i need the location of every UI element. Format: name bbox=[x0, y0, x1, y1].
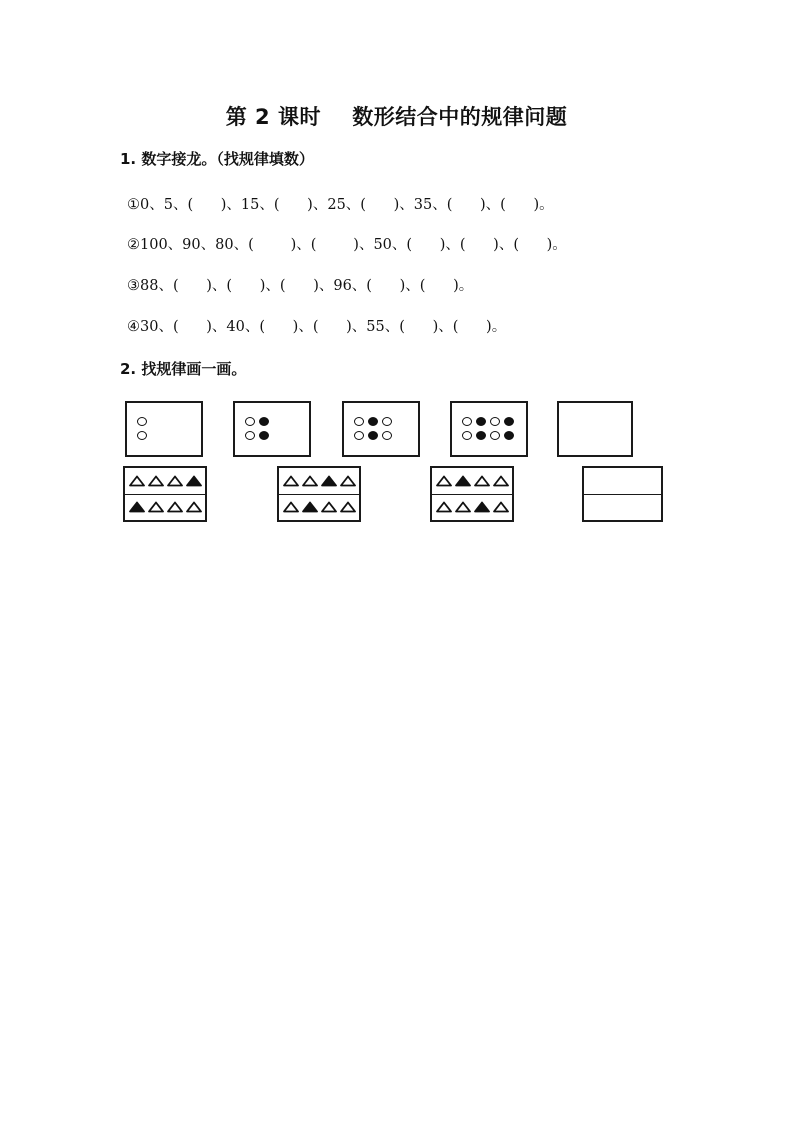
triangle-row-bottom bbox=[584, 494, 661, 520]
hollow-circle-icon bbox=[462, 417, 472, 426]
answer-box-blank[interactable] bbox=[557, 401, 633, 457]
hollow-circle-icon bbox=[382, 431, 392, 440]
hollow-circle-icon bbox=[245, 431, 255, 440]
hollow-circle-icon bbox=[354, 431, 364, 440]
triangle-row-top bbox=[432, 468, 512, 495]
triangle-row-bottom bbox=[432, 494, 512, 520]
triangle-pattern-box bbox=[277, 466, 361, 522]
hollow-triangle-icon bbox=[129, 475, 145, 487]
hollow-circle-icon bbox=[490, 417, 500, 426]
answer-box-blank[interactable] bbox=[582, 466, 663, 522]
hollow-circle-icon bbox=[490, 431, 500, 440]
hollow-triangle-icon bbox=[283, 501, 299, 513]
filled-circle-icon bbox=[476, 431, 486, 440]
filled-circle-icon bbox=[259, 431, 269, 440]
filled-circle-icon bbox=[259, 417, 269, 426]
hollow-circle-icon bbox=[137, 431, 147, 440]
hollow-triangle-icon bbox=[321, 501, 337, 513]
filled-triangle-icon bbox=[321, 475, 337, 487]
hollow-triangle-icon bbox=[455, 501, 471, 513]
filled-triangle-icon bbox=[302, 501, 318, 513]
hollow-triangle-icon bbox=[474, 475, 490, 487]
hollow-triangle-icon bbox=[493, 501, 509, 513]
hollow-triangle-icon bbox=[167, 501, 183, 513]
filled-circle-icon bbox=[476, 417, 486, 426]
filled-triangle-icon bbox=[455, 475, 471, 487]
filled-circle-icon bbox=[504, 431, 514, 440]
hollow-circle-icon bbox=[382, 417, 392, 426]
hollow-triangle-icon bbox=[148, 501, 164, 513]
hollow-triangle-icon bbox=[302, 475, 318, 487]
hollow-triangle-icon bbox=[283, 475, 299, 487]
sequence-item-3: ③88、( )、( )、( )、96、( )、( )。 bbox=[127, 278, 474, 294]
dot-pattern-box bbox=[125, 401, 203, 457]
triangle-row-top bbox=[279, 468, 359, 495]
filled-triangle-icon bbox=[129, 501, 145, 513]
sequence-item-1: ①0、5、( )、15、( )、25、( )、35、( )、( )。 bbox=[127, 197, 554, 213]
filled-circle-icon bbox=[368, 417, 378, 426]
dot-pattern-box bbox=[233, 401, 311, 457]
filled-circle-icon bbox=[368, 431, 378, 440]
hollow-circle-icon bbox=[137, 417, 147, 426]
filled-circle-icon bbox=[504, 417, 514, 426]
filled-triangle-icon bbox=[186, 475, 202, 487]
page-title: 第 2 课时 数形结合中的规律问题 bbox=[225, 105, 568, 129]
hollow-triangle-icon bbox=[436, 501, 452, 513]
triangle-row-top bbox=[125, 468, 205, 495]
sequence-item-4: ④30、( )、40、( )、( )、55、( )、( )。 bbox=[127, 319, 507, 335]
hollow-circle-icon bbox=[462, 431, 472, 440]
triangle-pattern-box bbox=[430, 466, 514, 522]
hollow-triangle-icon bbox=[186, 501, 202, 513]
sequence-item-2: ②100、90、80、( )、( )、50、( )、( )、( )。 bbox=[127, 237, 567, 253]
hollow-triangle-icon bbox=[148, 475, 164, 487]
hollow-triangle-icon bbox=[340, 475, 356, 487]
filled-triangle-icon bbox=[474, 501, 490, 513]
triangle-row-bottom bbox=[279, 494, 359, 520]
section-1-heading: 1. 数字接龙。（找规律填数） bbox=[120, 150, 314, 168]
hollow-triangle-icon bbox=[493, 475, 509, 487]
triangle-pattern-box bbox=[123, 466, 207, 522]
hollow-circle-icon bbox=[354, 417, 364, 426]
triangle-row-bottom bbox=[125, 494, 205, 520]
hollow-circle-icon bbox=[245, 417, 255, 426]
dot-pattern-box bbox=[450, 401, 528, 457]
triangle-row-top bbox=[584, 468, 661, 495]
hollow-triangle-icon bbox=[436, 475, 452, 487]
hollow-triangle-icon bbox=[167, 475, 183, 487]
section-2-heading: 2. 找规律画一画。 bbox=[120, 360, 247, 378]
dot-pattern-box bbox=[342, 401, 420, 457]
hollow-triangle-icon bbox=[340, 501, 356, 513]
